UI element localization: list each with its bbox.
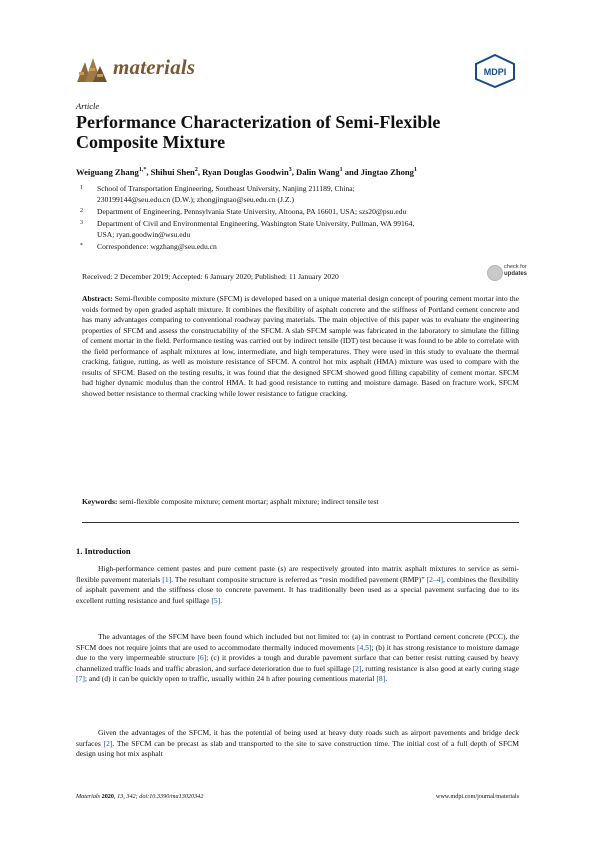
check-updates-line2: updates [504,270,528,277]
text-run: Given the advantages of the SFCM, it has the potential of being used at heavy duty roads such as airport pavements and bridge deck surfaces [76,728,519,748]
footer-volume: , 13, 342; doi:10.3390/ma13020342 [113,793,204,800]
text-run: . The SFCM can be precast as slab and transported to the site to save construction time. The initial cost of a full depth of SFCM design using hot mix asphalt [76,738,519,759]
author[interactable]: Shihui Shen [150,167,195,177]
citation-link[interactable]: [6] [197,653,207,663]
footer-year: 2020 [101,793,114,800]
check-for-updates-badge[interactable] [487,263,528,285]
citation-link[interactable]: [4,5] [356,642,372,652]
article-type: Article [76,101,100,111]
affiliation-line: USA; ryan.goodwin@wsu.edu [97,229,191,239]
author[interactable]: Weiguang Zhang [76,167,139,177]
affiliation-line: Correspondence: wgzhang@seu.edu.cn [97,242,217,251]
author-sep: and [342,167,361,177]
text-run: ; (c) it provides a tough and durable pavement surface that can better resist rutting caused by heavy channelized traffic loads and traffic abrasion, and surface deterioration due to fuel spillage [76,653,519,673]
text-run: , rutting resistance is also good at early curing stage [361,663,519,673]
citation-link[interactable]: [7] [76,674,85,684]
author-affil-sup: 1 [413,167,417,174]
text-run: The advantages of the SFCM have been found which included but not limited to: (a) in contrast to Portland cement concrete (PCC), the SFCM does not require joints that are used to accommodate thermally induced movements [76,632,519,652]
text-run: ; (b) it has strong resistance to moisture damage due to the very impermeable structure [76,642,519,663]
text-run: High-performance cement pastes and pure cement paste (s) are respectively grouted into matrix asphalt mixtures to service as semi-flexible pavement materials [76,564,519,584]
text-run: . [385,674,388,684]
author-affil-sup: 2 [194,167,198,174]
paragraph-3 [76,728,519,760]
citation-link[interactable]: [8] [376,674,386,684]
paragraph-2 [76,632,519,685]
author-list [76,167,526,177]
footer-url[interactable]: www.mdpi.com/journal/materials [435,793,519,800]
footer-journal: Materials [76,793,101,800]
affiliation-line: Department of Civil and Environmental Engineering, Washington State University, Pullman, WA 99164, [97,219,415,228]
author[interactable]: Jingtao Zhong [360,167,414,177]
mdpi-logo-text: MDPI [483,67,507,77]
affiliation-number: 2 [80,208,83,214]
keywords-label: Keywords: [82,497,118,506]
text-run: . The resultant composite structure is referred as “resin modified pavement (RMP)” [171,574,427,584]
abstract-text: Semi-flexible composite mixture (SFCM) is developed based on a unique material design concept of pouring cement mortar into the voids formed by open graded asphalt mixture. It combines the flexibility of asphalt concrete and the stiffness of Portland cement concrete and has many advantages comparing to conventional roadway paving materials. The main objective of this paper was to evaluate the engineering properties of SFCM and assess the constructability of the SFCM. A slab SFCM sample was fabricated in the laboratory to simulate the filling of cement mortar in the field. Performance testing was carried out by indirect tensile (IDT) test because it was found to be able to correlate with the field performance of asphalt mixtures at low, intermediate, and high temperatures. They were used in this study to evaluate the thermal cracking, fatigue, rutting, as well as moisture resistance of SFCM. A control hot mix asphalt (HMA) mixture was used to compare with the results of SFCM. Based on the testing results, it was found that the designed SFCM showed good filling capability of cement mortar. SFCM had higher dynamic modulus than the control HMA. It had good resistance to rutting and moisture damage. Based on fracture work, SFCM showed better resistance to thermal cracking while lower resistance to fatigue cracking. [82,294,519,398]
citation-link[interactable]: [2] [352,663,362,673]
keywords-text: semi-flexible composite mixture; cement mortar; asphalt mixture; indirect tensile test [119,497,379,506]
footer-citation [76,793,203,800]
author-sep: , [146,167,151,177]
author-affil-sup: 1 [339,167,343,174]
citation-link[interactable]: [1] [162,574,172,584]
author[interactable]: Ryan Douglas Goodwin [202,167,289,177]
author-affil-sup: 1,* [138,167,147,174]
journal-name: materials [113,55,196,79]
mdpi-logo-icon [474,54,516,88]
check-updates-icon [487,265,503,281]
paper-title: Performance Characterization of Semi-Flexible Composite Mixture [76,112,441,152]
paragraph-1 [76,564,519,606]
divider [82,522,519,523]
text-run: . [220,595,223,605]
author-sep: , [291,167,297,177]
affiliation-line: School of Transportation Engineering, Southeast University, Nanjing 211189, China; [97,184,355,193]
affiliation-number: * [80,243,83,249]
affiliation-number: 1 [80,185,83,191]
citation-link[interactable]: [5] [211,595,221,605]
text-run: , combines the flexibility of asphalt pavement and the stiffness close to concrete pavement. It has traditionally been used as a special pavement surfacing due to its excellent rutting resistance and fuel spillage [76,574,519,605]
citation-link[interactable]: [2] [103,738,113,748]
check-updates-line1: check for [504,264,527,270]
author[interactable]: Dalin Wang [296,167,340,177]
publication-dates: Received: 2 December 2019; Accepted: 6 January 2020; Published: 11 January 2020 [82,272,339,281]
journal-logo-icon [75,54,109,84]
author-sep: , [197,167,203,177]
citation-link[interactable]: [2–4] [426,574,444,584]
section-title: 1. Introduction [76,546,131,556]
text-run: ; and (d) it can be quickly open to traffic, usually within 24 h after pouring cementious material [84,674,377,684]
affiliation-line: Department of Engineering, Pennsylvania State University, Altoona, PA 16601, USA; szs20@psu.edu [97,207,407,216]
keywords [82,497,519,506]
abstract-label: Abstract: [82,294,113,303]
affiliation-number: 3 [80,220,83,226]
author-affil-sup: 3 [288,167,292,174]
affiliation-line: 230199144@seu.edu.cn (D.W.); zhongjingtao@seu.edu.cn (J.Z.) [97,194,294,204]
abstract [82,294,519,399]
